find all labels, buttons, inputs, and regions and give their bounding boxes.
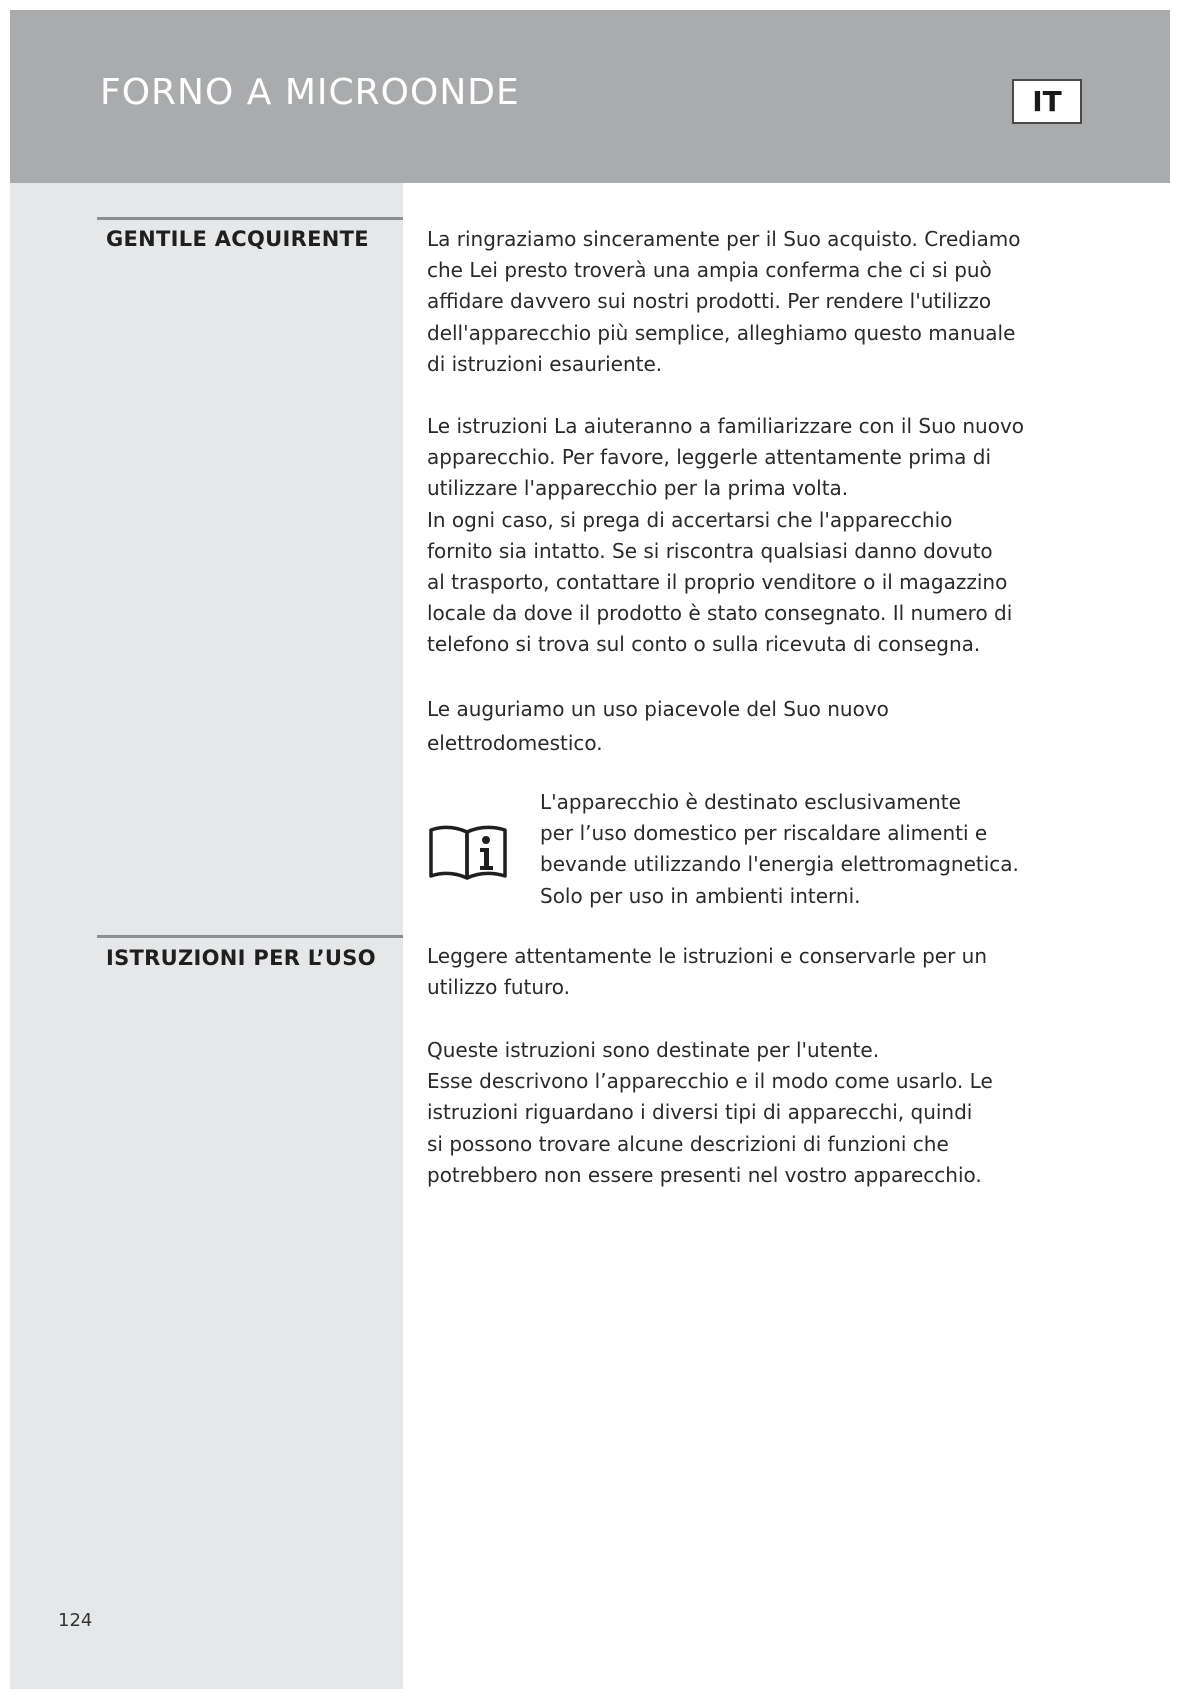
usage-details-paragraph [427, 1035, 1097, 1191]
instructions-paragraph [427, 411, 1097, 661]
text-line: si possono trovare alcune descrizioni di funzioni che [427, 1131, 949, 1156]
text-line: elettrodomestico. [427, 731, 603, 755]
text-line: apparecchio. Per favore, leggerle attentamente prima di [427, 445, 992, 470]
section-heading-istruzioni-per-uso: ISTRUZIONI PER L’USO [106, 946, 376, 970]
text-line: dell'apparecchio più semplice, alleghiamo questo manuale [427, 320, 1016, 345]
text-line: istruzioni riguardano i diversi tipi di apparecchi, quindi [427, 1100, 973, 1125]
wishes-paragraph [427, 692, 1097, 760]
text-line: potrebbero non essere presenti nel vostro apparecchio. [427, 1162, 982, 1187]
text-line: utilizzare l'apparecchio per la prima volta. [427, 476, 849, 501]
text-line: L'apparecchio è destinato esclusivamente [540, 790, 961, 814]
text-line: locale da dove il prodotto è stato consegnato. Il numero di [427, 601, 1013, 626]
text-line: per l’uso domestico per riscaldare alimenti e [540, 821, 988, 846]
text-line: telefono si trova sul conto o sulla ricevuta di consegna. [427, 632, 981, 657]
text-line: Solo per uso in ambienti interni. [540, 883, 861, 908]
intro-paragraph [427, 224, 1097, 380]
text-line: Leggere attentamente le istruzioni e conservarle per un [427, 944, 988, 968]
section-divider [97, 935, 403, 938]
text-line: Esse descrivono l’apparecchio e il modo come usarlo. Le [427, 1069, 993, 1094]
text-line: Le auguriamo un uso piacevole del Suo nuovo [427, 697, 889, 721]
text-line: di istruzioni esauriente. [427, 351, 663, 376]
text-line: utilizzo futuro. [427, 975, 571, 1000]
text-line: affidare davvero sui nostri prodotti. Per rendere l'utilizzo [427, 289, 992, 314]
info-manual-icon [427, 820, 509, 884]
usage-notice [540, 787, 1100, 912]
text-line: bevande utilizzando l'energia elettromagnetica. [540, 852, 1019, 877]
text-line: fornito sia intatto. Se si riscontra qualsiasi danno dovuto [427, 538, 993, 563]
text-line: Le istruzioni La aiuteranno a familiarizzare con il Suo nuovo [427, 414, 1025, 438]
language-badge: IT [1012, 79, 1082, 124]
text-line: che Lei presto troverà una ampia conferma che ci si può [427, 258, 992, 283]
page-title: FORNO A MICROONDE [100, 72, 520, 113]
text-line: al trasporto, contattare il proprio venditore o il magazzino [427, 570, 1008, 595]
text-line: In ogni caso, si prega di accertarsi che l'apparecchio [427, 507, 953, 532]
section-divider [97, 217, 403, 220]
text-line: Queste istruzioni sono destinate per l'utente. [427, 1038, 880, 1062]
page-number: 124 [58, 1610, 93, 1631]
usage-intro-paragraph [427, 941, 1097, 1003]
section-heading-gentile-acquirente: GENTILE ACQUIRENTE [106, 227, 369, 251]
text-line: La ringraziamo sinceramente per il Suo acquisto. Crediamo [427, 227, 1021, 251]
